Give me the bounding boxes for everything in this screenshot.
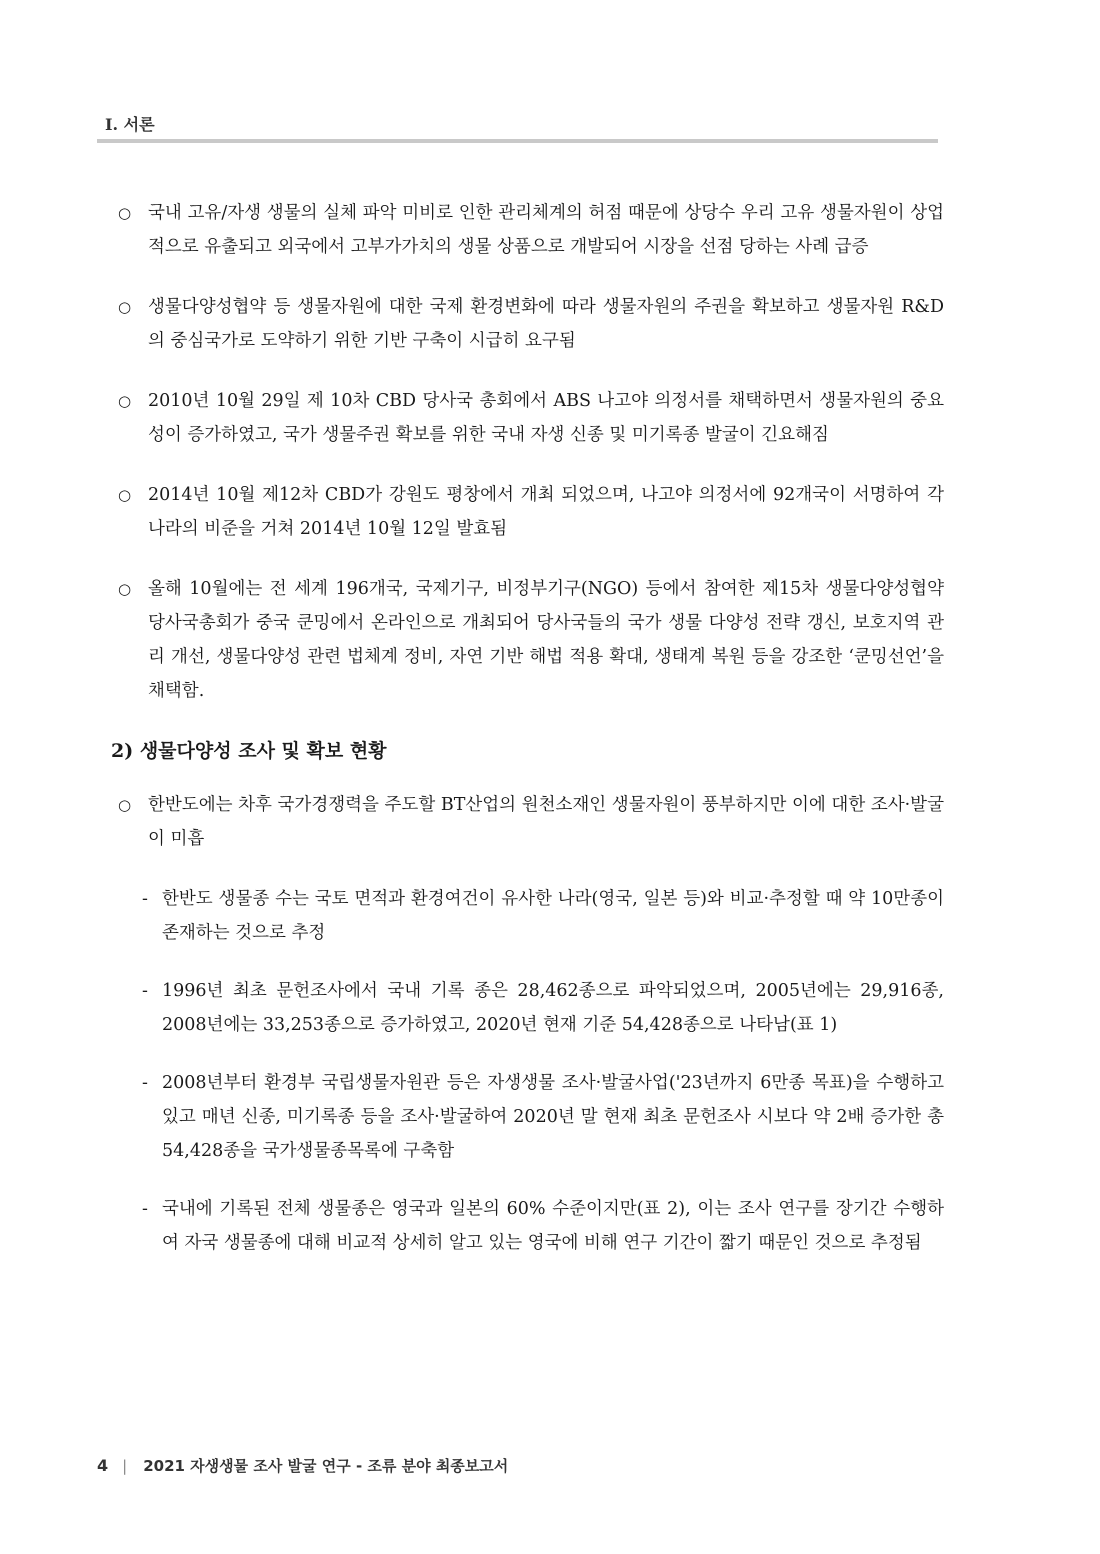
circle-bullet-icon: ○ — [118, 486, 132, 504]
footer-separator: | — [122, 1456, 128, 1475]
dash-item — [142, 974, 944, 1042]
page-body — [111, 196, 944, 1284]
bullet-item — [118, 478, 944, 546]
dash-text: 한반도 생물종 수는 국토 면적과 환경여건이 유사한 나라(영국, 일본 등)와 비교·추정할 때 약 10만종이 존재하는 것으로 추정 — [162, 889, 944, 943]
dash-item — [142, 882, 944, 950]
bullet-item — [118, 196, 944, 264]
dash-item — [142, 1192, 944, 1260]
bullet-text: 생물다양성협약 등 생물자원에 대한 국제 환경변화에 따라 생물자원의 주권을 확보하고 생물자원 R&D의 중심국가로 도약하기 위한 기반 구축이 시급히 요구됨 — [148, 297, 944, 351]
dash-item — [142, 1066, 944, 1168]
dash-marker: - — [142, 1073, 148, 1093]
report-title: 2021 자생생물 조사 발굴 연구 - 조류 분야 최종보고서 — [143, 1457, 509, 1475]
dash-text: 국내에 기록된 전체 생물종은 영국과 일본의 60% 수준이지만(표 2), 이는 조사 연구를 장기간 수행하여 자국 생물종에 대해 비교적 상세히 알고 있는 영국에 비해 연구 기간이 짧기 때문인 것으로 추정됨 — [162, 1199, 944, 1253]
bullet-text: 2014년 10월 제12차 CBD가 강원도 평창에서 개최 되었으며, 나고야 의정서에 92개국이 서명하여 각 나라의 비준을 거쳐 2014년 10월 12일 발효됨 — [148, 485, 944, 539]
header-divider — [97, 139, 938, 143]
circle-bullet-icon: ○ — [118, 580, 132, 598]
dash-text: 1996년 최초 문헌조사에서 국내 기록 종은 28,462종으로 파악되었으며, 2005년에는 29,916종, 2008년에는 33,253종으로 증가하였고, 2020년 현재 기준 54,428종으로 나타남(표 1) — [162, 981, 944, 1035]
page-number: 4 — [97, 1456, 109, 1475]
bullet-item — [118, 290, 944, 358]
dash-marker: - — [142, 1199, 148, 1219]
section-heading: 2) 생물다양성 조사 및 확보 현황 — [111, 740, 387, 762]
bullet-text: 2010년 10월 29일 제 10차 CBD 당사국 총회에서 ABS 나고야 의정서를 채택하면서 생물자원의 중요성이 증가하였고, 국가 생물주권 확보를 위한 국내 자생 신종 및 미기록종 발굴이 긴요해짐 — [148, 391, 944, 445]
circle-bullet-icon: ○ — [118, 796, 132, 814]
circle-bullet-icon: ○ — [118, 204, 132, 222]
bullet-item — [118, 788, 944, 856]
dash-marker: - — [142, 981, 148, 1001]
page-footer — [97, 1455, 508, 1476]
bullet-text: 올해 10월에는 전 세계 196개국, 국제기구, 비정부기구(NGO) 등에서 참여한 제15차 생물다양성협약 당사국총회가 중국 쿤밍에서 온라인으로 개최되어 당사국들의 국가 생물 다양성 전략 갱신, 보호지역 관리 개선, 생물다양성 관련 법체계 정비, 자연 기반 해법 적용 확대, 생태계 복원 등을 강조한 ‘쿤밍선언’을 채택함. — [148, 579, 944, 701]
section-header: I. 서론 — [105, 115, 155, 134]
bullet-item — [118, 384, 944, 452]
bullet-text: 국내 고유/자생 생물의 실체 파악 미비로 인한 관리체계의 허점 때문에 상당수 우리 고유 생물자원이 상업적으로 유출되고 외국에서 고부가가치의 생물 상품으로 개발되어 시장을 선점 당하는 사례 급증 — [148, 203, 944, 257]
bullet-text: 한반도에는 차후 국가경쟁력을 주도할 BT산업의 원천소재인 생물자원이 풍부하지만 이에 대한 조사·발굴이 미흡 — [148, 795, 944, 849]
dash-text: 2008년부터 환경부 국립생물자원관 등은 자생생물 조사·발굴사업('23년까지 6만종 목표)을 수행하고 있고 매년 신종, 미기록종 등을 조사·발굴하여 2020년 말 현재 최초 문헌조사 시보다 약 2배 증가한 총 54,428종을 국가생물종목록에 구축함 — [162, 1073, 944, 1161]
circle-bullet-icon: ○ — [118, 392, 132, 410]
circle-bullet-icon: ○ — [118, 298, 132, 316]
dash-marker: - — [142, 889, 148, 909]
bullet-item — [118, 572, 944, 708]
